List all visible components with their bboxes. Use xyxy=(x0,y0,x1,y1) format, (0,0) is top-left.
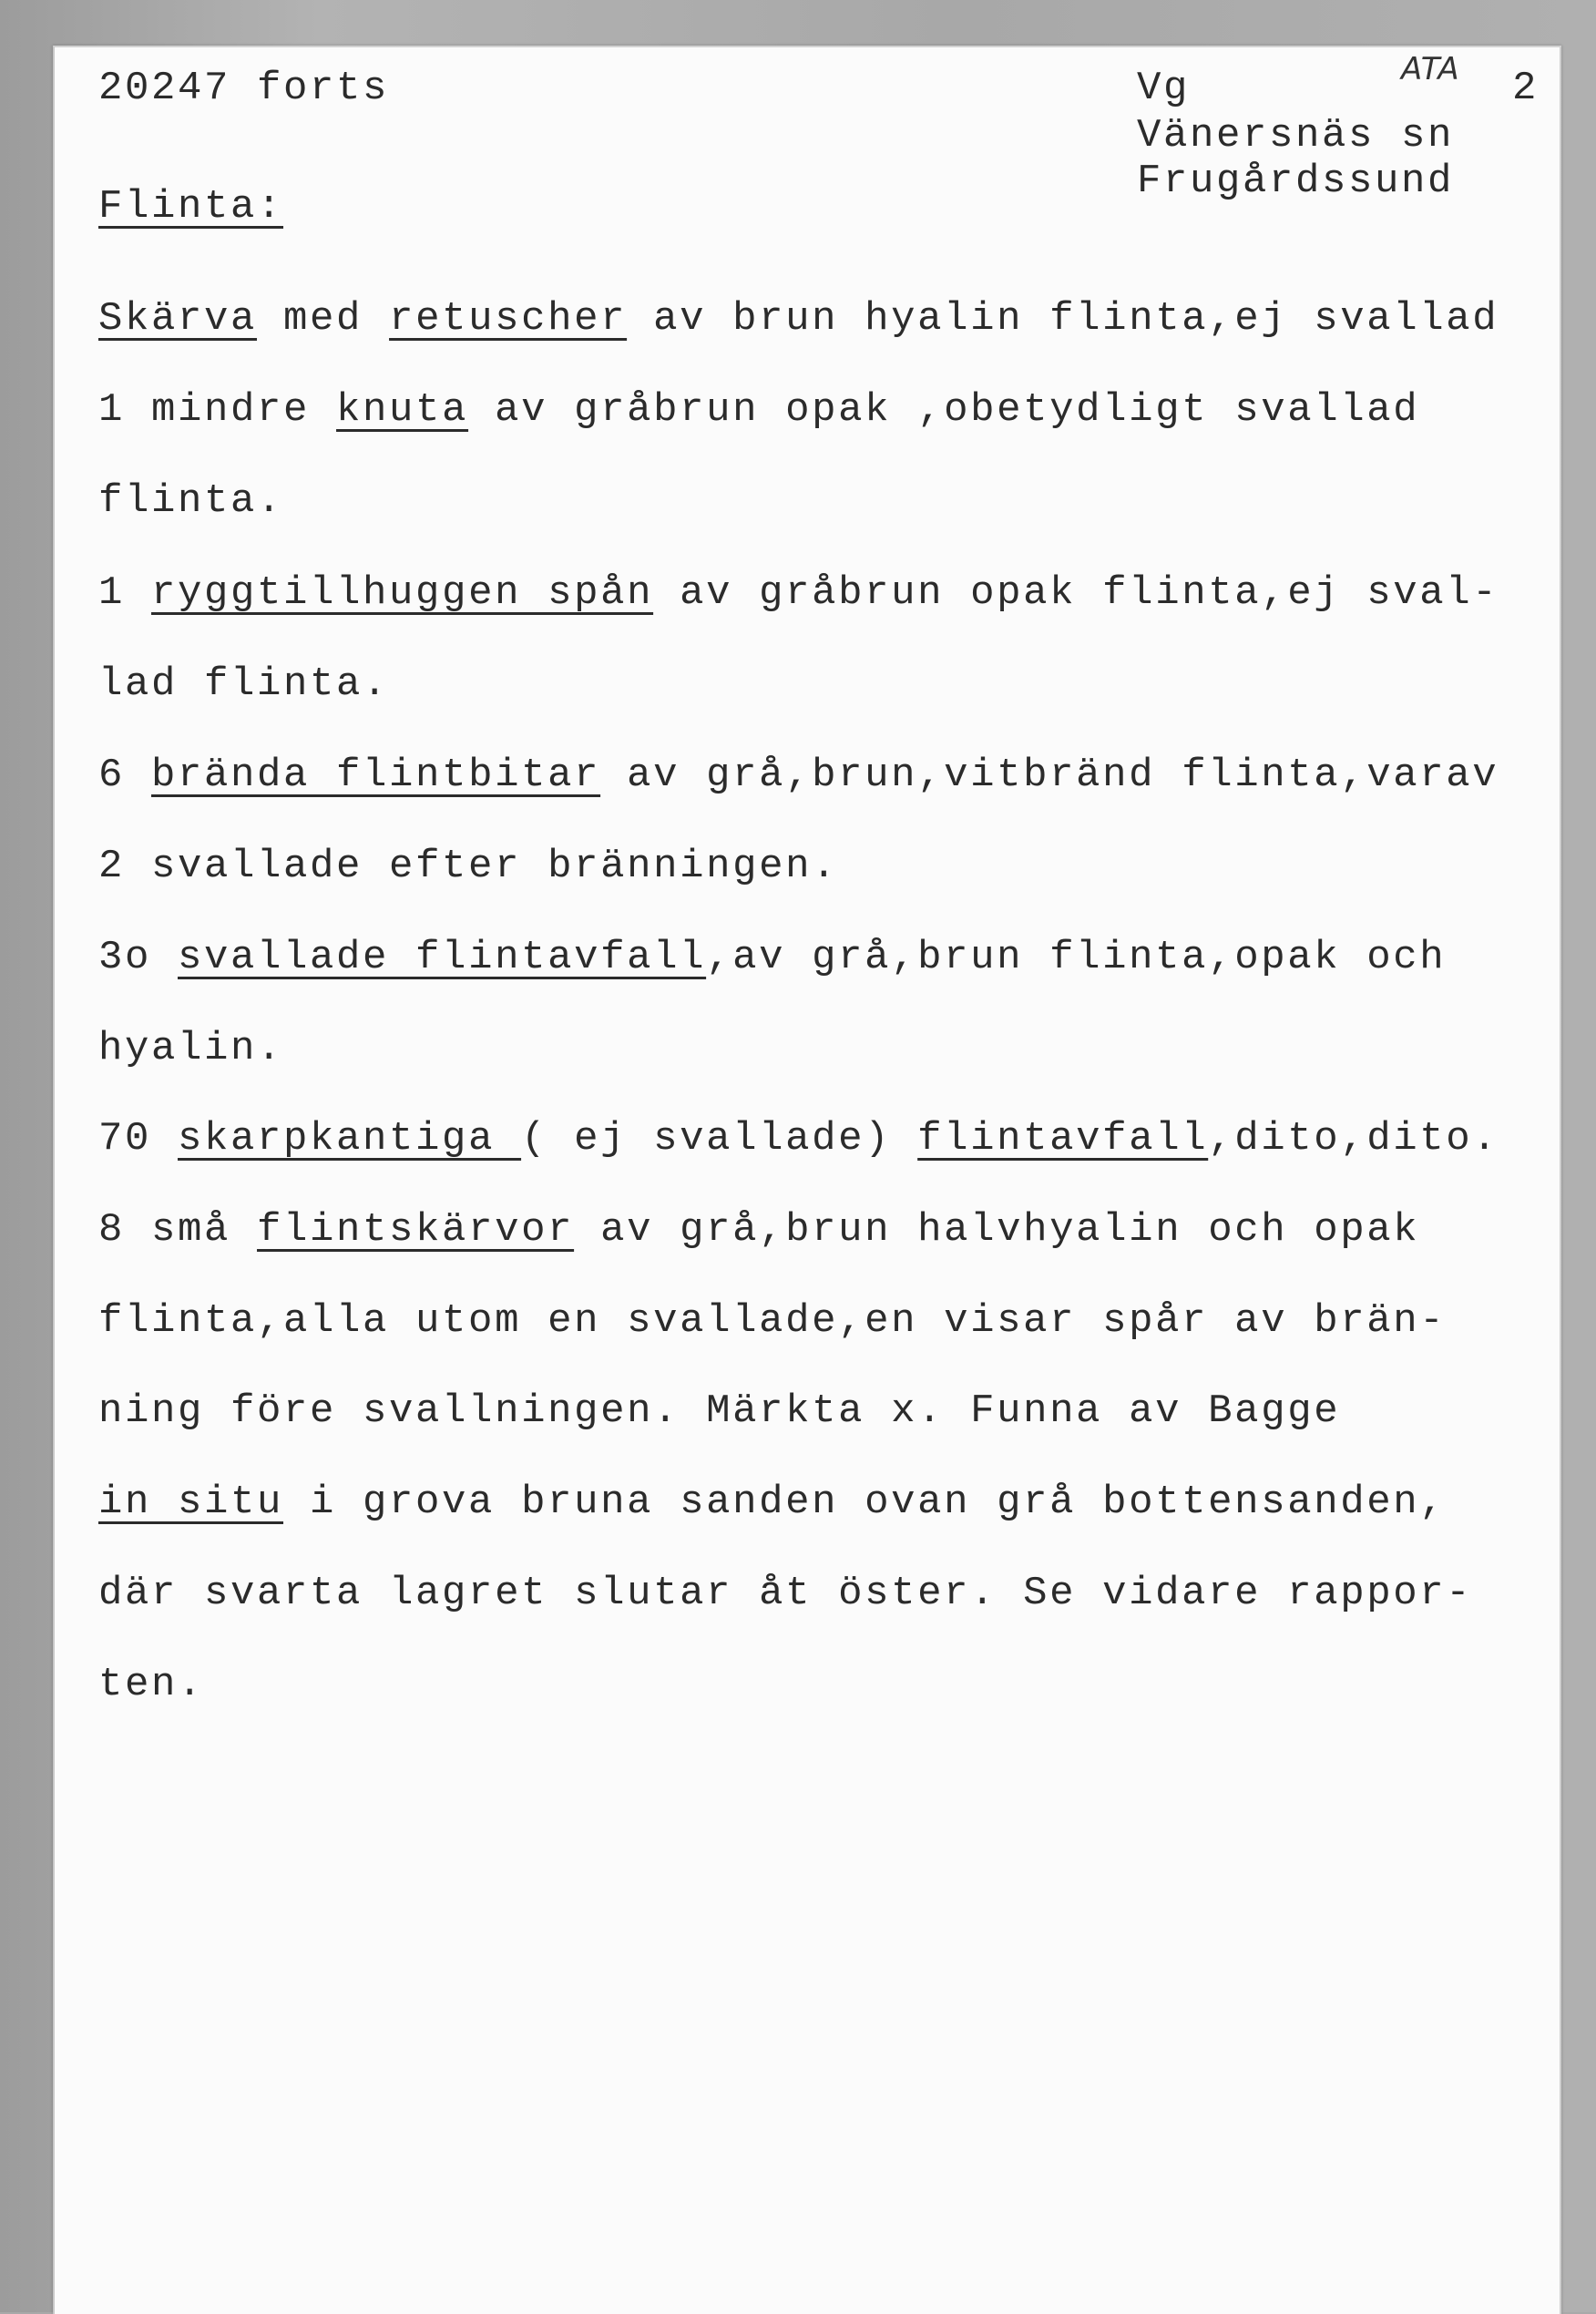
text-line xyxy=(98,1116,1499,1162)
underlined-term: retuscher xyxy=(389,296,628,342)
text-line xyxy=(98,1298,1446,1344)
section-title: Flinta: xyxy=(98,184,284,230)
text-line xyxy=(98,1480,1446,1525)
text-line xyxy=(98,753,1499,798)
text-line xyxy=(98,1662,204,1707)
text-line xyxy=(98,1026,283,1071)
text-segment: 1 mindre xyxy=(98,387,337,433)
text-segment: av brun hyalin flinta,ej svallad xyxy=(627,296,1499,342)
underlined-term: ryggtillhuggen spån xyxy=(151,570,654,616)
underlined-term: in situ xyxy=(98,1480,284,1525)
text-segment: av grå,brun halvhyalin och opak xyxy=(574,1207,1420,1253)
text-segment: flinta,alla utom en svallade,en visar spår av brän- xyxy=(98,1298,1447,1344)
text-segment: i grova bruna sanden ovan grå bottensanden, xyxy=(283,1480,1447,1525)
archive-mark: ATA xyxy=(1401,51,1460,87)
underlined-term: skarpkantiga xyxy=(178,1116,522,1162)
text-line xyxy=(98,1388,1340,1434)
catalog-reference: 20247 forts xyxy=(98,66,390,111)
underlined-term: brända flintbitar xyxy=(151,753,601,798)
text-segment: 2 svallade efter bränningen. xyxy=(98,844,839,889)
text-segment: ,av grå,brun flinta,opak och xyxy=(706,935,1447,980)
underlined-term: flintavfall xyxy=(917,1116,1209,1162)
page-number: 2 xyxy=(1512,66,1540,111)
province-code: Vg xyxy=(1137,66,1191,111)
text-segment: 6 xyxy=(98,753,152,798)
text-line xyxy=(98,1571,1472,1616)
text-segment: flinta. xyxy=(98,478,284,524)
text-line xyxy=(98,296,1499,342)
index-card xyxy=(53,46,1561,2314)
underlined-term: knuta xyxy=(336,387,469,433)
text-segment: 70 xyxy=(98,1116,179,1162)
text-segment: av gråbrun opak flinta,ej sval- xyxy=(653,570,1499,616)
place-name: Frugårdssund xyxy=(1137,159,1455,204)
text-segment: av grå,brun,vitbränd flinta,varav xyxy=(600,753,1499,798)
text-segment: 8 små xyxy=(98,1207,258,1253)
parish-name: Vänersnäs sn xyxy=(1137,113,1455,159)
text-segment: med xyxy=(257,296,390,342)
text-line xyxy=(98,570,1499,616)
underlined-term: flintskärvor xyxy=(257,1207,575,1253)
text-segment: ten. xyxy=(98,1662,205,1707)
text-segment: 1 xyxy=(98,570,152,616)
text-segment: ning före svallningen. Märkta x. Funna av Bagge xyxy=(98,1388,1341,1434)
underlined-term: svallade flintavfall xyxy=(178,935,707,980)
text-segment: där svarta lagret slutar åt öster. Se vidare rappor- xyxy=(98,1571,1473,1616)
text-segment: hyalin. xyxy=(98,1026,284,1071)
text-segment: ( ej svallade) xyxy=(521,1116,918,1162)
text-line xyxy=(98,935,1446,980)
text-line xyxy=(98,387,1419,433)
text-segment: av gråbrun opak ,obetydligt svallad xyxy=(468,387,1420,433)
text-line xyxy=(98,478,283,524)
text-line xyxy=(98,1207,1419,1253)
underlined-term: Skärva xyxy=(98,296,258,342)
text-segment: 3o xyxy=(98,935,179,980)
text-segment: ,dito,dito. xyxy=(1208,1116,1499,1162)
text-segment: lad flinta. xyxy=(98,661,390,707)
text-line xyxy=(98,844,838,889)
text-line xyxy=(98,661,389,707)
